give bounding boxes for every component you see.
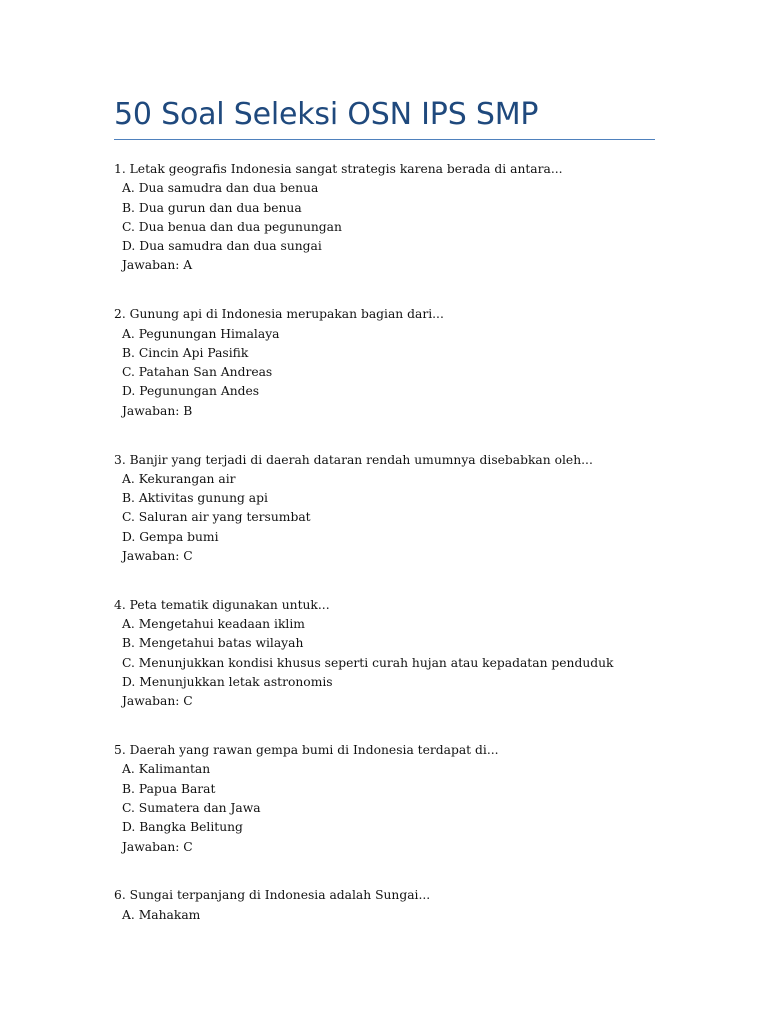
question-block: [114, 451, 768, 567]
answer-option: B. Papua Barat: [122, 781, 216, 796]
answer-option: D. Pegunungan Andes: [122, 384, 260, 399]
question-block: [114, 305, 768, 421]
question-block: [114, 596, 768, 712]
question-text: 2. Gunung api di Indonesia merupakan bagian dari...: [114, 307, 444, 322]
answer-option: A. Mengetahui keadaan iklim: [122, 617, 305, 632]
answer-option: C. Saluran air yang tersumbat: [122, 510, 311, 525]
answer-key: Jawaban: C: [122, 694, 193, 709]
answer-option: A. Dua samudra dan dua benua: [122, 181, 319, 196]
answer-option: C. Dua benua dan dua pegunungan: [122, 219, 342, 234]
question-block: [114, 160, 768, 276]
question-text: 3. Banjir yang terjadi di daerah dataran rendah umumnya disebabkan oleh...: [114, 452, 593, 467]
answer-option: A. Mahakam: [122, 907, 201, 922]
question-text: 6. Sungai terpanjang di Indonesia adalah Sungai...: [114, 888, 431, 903]
question-block: [114, 741, 768, 857]
answer-option: C. Menunjukkan kondisi khusus seperti curah hujan atau kepadatan penduduk: [122, 655, 614, 670]
answer-key: Jawaban: C: [122, 549, 193, 564]
document-title: 50 Soal Seleksi OSN IPS SMP: [114, 97, 539, 132]
question-list: [114, 160, 768, 925]
question-text: 5. Daerah yang rawan gempa bumi di Indonesia terdapat di...: [114, 743, 499, 758]
answer-key: Jawaban: B: [122, 403, 193, 418]
question-text: 4. Peta tematik digunakan untuk...: [114, 597, 330, 612]
answer-option: B. Dua gurun dan dua benua: [122, 200, 302, 215]
answer-key: Jawaban: A: [122, 258, 193, 273]
answer-key: Jawaban: C: [122, 839, 193, 854]
answer-option: B. Mengetahui batas wilayah: [122, 636, 304, 651]
title-underline: [114, 139, 655, 140]
answer-option: D. Bangka Belitung: [122, 820, 243, 835]
question-text: 1. Letak geografis Indonesia sangat strategis karena berada di antara...: [114, 162, 563, 176]
question-block: [114, 886, 768, 925]
answer-option: A. Pegunungan Himalaya: [122, 326, 280, 341]
answer-option: D. Dua samudra dan dua sungai: [122, 239, 322, 254]
answer-option: A. Kalimantan: [122, 762, 211, 777]
answer-option: B. Aktivitas gunung api: [122, 491, 268, 506]
answer-option: D. Menunjukkan letak astronomis: [122, 675, 333, 690]
answer-option: C. Sumatera dan Jawa: [122, 801, 261, 816]
answer-option: D. Gempa bumi: [122, 529, 219, 544]
answer-option: A. Kekurangan air: [122, 471, 236, 486]
answer-option: C. Patahan San Andreas: [122, 365, 273, 380]
answer-option: B. Cincin Api Pasifik: [122, 345, 249, 360]
